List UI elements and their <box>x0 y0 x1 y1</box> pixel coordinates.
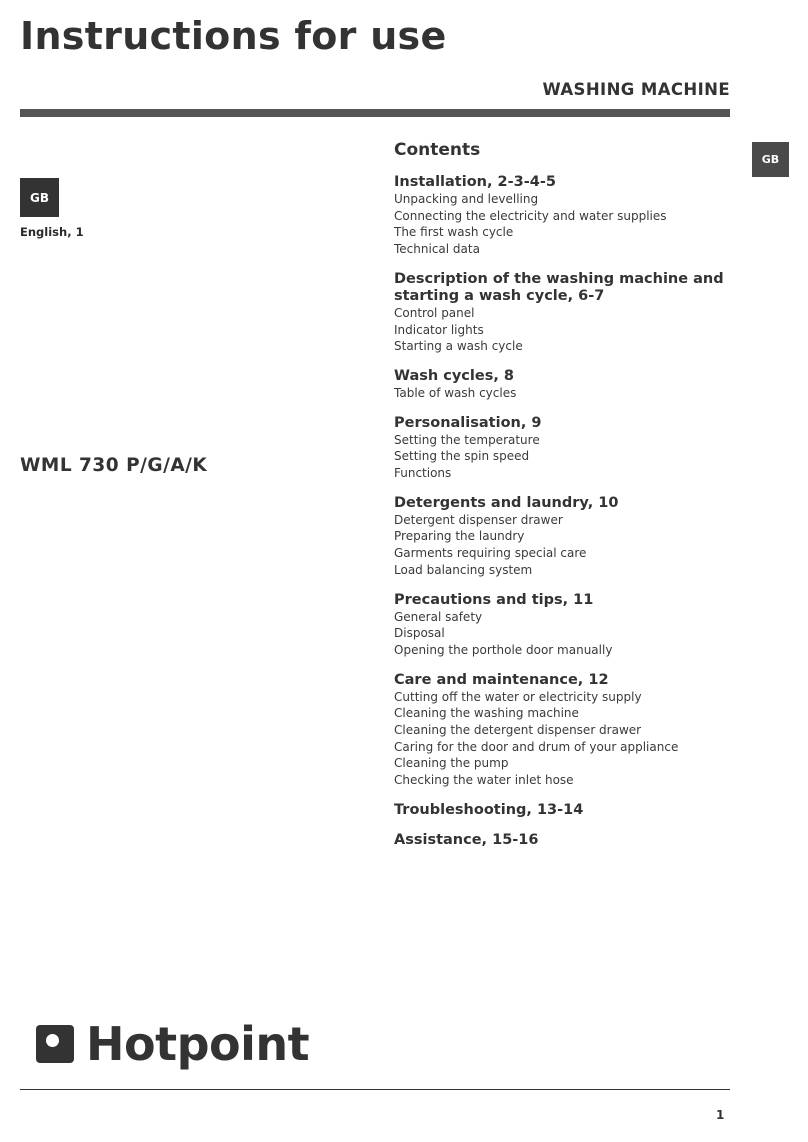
list-item: Checking the water inlet hose <box>394 773 574 788</box>
contents-section <box>394 802 734 819</box>
list-item: Disposal <box>394 626 445 641</box>
list-item: Garments requiring special care <box>394 546 587 561</box>
list-item: Indicator lights <box>394 322 484 337</box>
section-items <box>394 609 734 659</box>
language-side-tab: GB <box>752 142 789 177</box>
contents-title: Contents <box>394 140 481 160</box>
list-item: Load balancing system <box>394 562 533 577</box>
brand-name: Hotpoint <box>86 1017 310 1071</box>
brand-logo <box>36 1018 309 1070</box>
hotpoint-logo-icon <box>36 1025 74 1063</box>
section-title: Precautions and tips, 11 <box>394 591 594 608</box>
list-item: Opening the porthole door manually <box>394 642 613 657</box>
header-bar <box>20 109 730 117</box>
list-item: Cleaning the washing machine <box>394 706 579 721</box>
page-number: 1 <box>716 1108 725 1122</box>
section-items <box>394 385 734 402</box>
list-item: Setting the temperature <box>394 432 540 447</box>
document-title: Instructions for use <box>20 14 447 58</box>
contents-section <box>394 271 734 355</box>
model-number: WML 730 P/G/A/K <box>20 455 208 476</box>
list-item: Cutting off the water or electricity supply <box>394 689 642 704</box>
list-item: Setting the spin speed <box>394 449 530 464</box>
section-title: Assistance, 15-16 <box>394 831 539 848</box>
section-title: Detergents and laundry, 10 <box>394 494 619 511</box>
list-item: The first wash cycle <box>394 225 514 240</box>
list-item: Unpacking and levelling <box>394 192 539 206</box>
list-item: Control panel <box>394 305 475 320</box>
language-badge: GB <box>20 178 59 217</box>
section-title: Installation, 2-3-4-5 <box>394 174 556 190</box>
footer-rule <box>20 1089 730 1090</box>
section-title: Personalisation, 9 <box>394 414 542 431</box>
section-title: Wash cycles, 8 <box>394 367 514 384</box>
contents-section <box>394 832 734 849</box>
list-item: Technical data <box>394 242 480 257</box>
section-items <box>394 305 734 355</box>
list-item: General safety <box>394 609 483 624</box>
language-label: English, 1 <box>20 225 84 239</box>
list-item: Cleaning the pump <box>394 756 509 771</box>
section-items <box>394 512 734 579</box>
section-title: Troubleshooting, 13-14 <box>394 801 584 818</box>
contents-section <box>394 592 734 659</box>
section-items <box>394 191 734 258</box>
list-item: Functions <box>394 466 452 481</box>
table-of-contents <box>394 140 734 862</box>
section-title: Care and maintenance, 12 <box>394 671 609 688</box>
list-item: Starting a wash cycle <box>394 339 523 354</box>
list-item: Preparing the laundry <box>394 529 525 544</box>
contents-sections <box>394 174 734 849</box>
list-item: Cleaning the detergent dispenser drawer <box>394 723 642 738</box>
section-title: Description of the washing machine and starting a wash cycle, 6-7 <box>394 270 724 304</box>
list-item: Detergent dispenser drawer <box>394 512 563 527</box>
contents-section <box>394 415 734 482</box>
contents-section <box>394 368 734 402</box>
list-item: Table of wash cycles <box>394 385 517 400</box>
list-item: Connecting the electricity and water supplies <box>394 208 667 223</box>
product-type: WASHING MACHINE <box>542 80 730 99</box>
section-items <box>394 689 734 789</box>
list-item: Caring for the door and drum of your appliance <box>394 739 679 754</box>
contents-section <box>394 672 734 789</box>
contents-section <box>394 495 734 579</box>
contents-section <box>394 174 734 258</box>
section-items <box>394 432 734 482</box>
